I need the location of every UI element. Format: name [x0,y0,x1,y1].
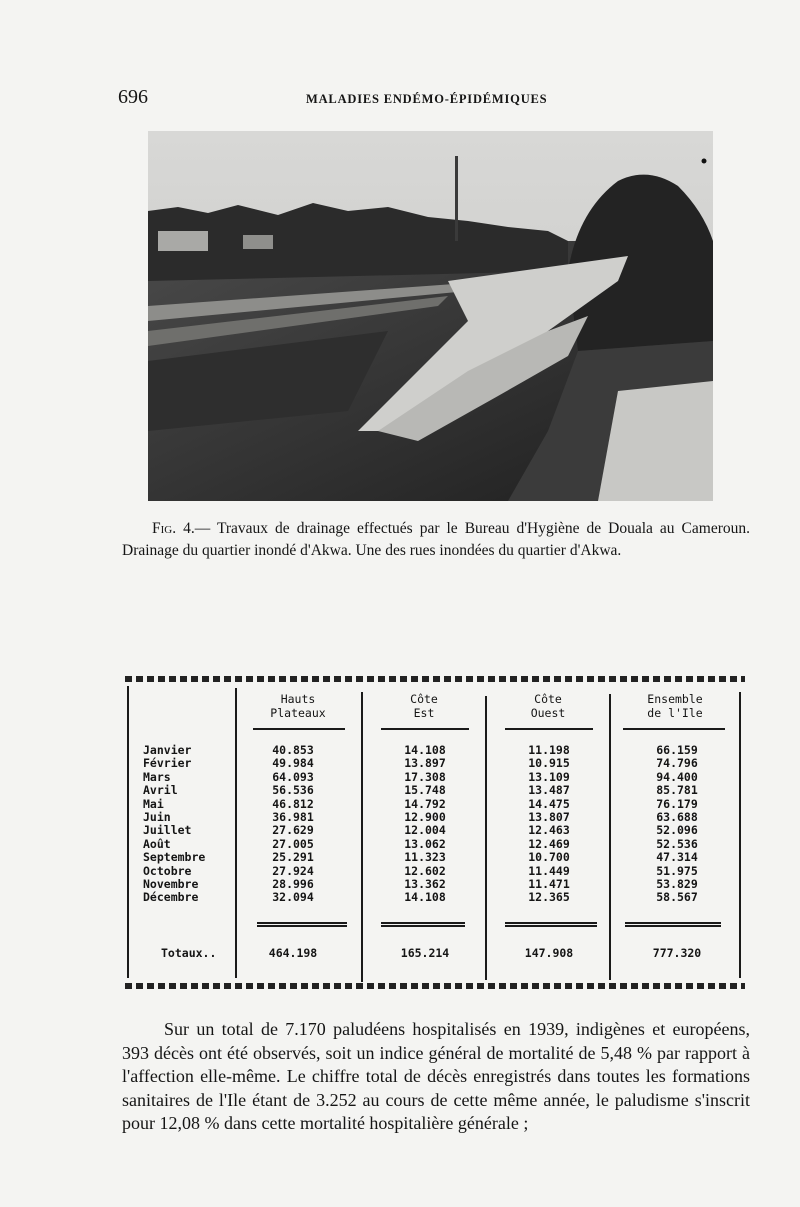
table-cell: 12.004 [404,823,446,838]
month-label: Mai [143,796,164,811]
table-cell: 14.108 [404,743,446,757]
table-cell: 13.807 [528,810,570,825]
month-label: Août [143,836,171,851]
table-cell: 14.792 [404,796,446,811]
table-cell: 36.981 [272,810,314,825]
table-cell: 11.198 [528,743,570,757]
table-cell: 10.700 [528,850,570,865]
figure-caption-text: — Travaux de drainage effectués par le Bureau d'Hygiène de Douala au Cameroun. Drainage du quartier inondé d'Akwa. Une des rues inondées du quartier d'Akwa. [122,520,750,559]
table-cell: 14.108 [404,890,446,905]
table-cell: 11.449 [528,863,570,878]
table-cell: 13.109 [528,769,570,784]
table-cell: 13.487 [528,783,570,798]
column-rule [609,694,611,980]
table-cell: 51.975 [656,863,698,878]
table-cell: 40.853 [272,743,314,757]
column-rule [235,688,237,978]
column-rule [485,696,487,980]
total-rule [381,922,465,927]
body-paragraph: Sur un total de 7.170 paludéens hospitalisés en 1939, indigènes et européens, 393 décès ont été observés, soit un indice général de mortalité de 5,48 % par rapport à l'affection elle-même. Le chiffre total de décès enregistrés dans toutes les formations sanitaires de l'Ile étant de 3.252 au cours de cette même année, le paludisme s'inscrit pour 12,08 % dans cette mortalité hospitalière générale ; [122,1019,750,1133]
table-top-border [125,676,745,682]
table-cell: 27.924 [272,863,314,878]
table-cell: 11.323 [404,850,446,865]
column-rule [361,692,363,982]
month-label: Octobre [143,863,192,878]
month-label: Novembre [143,877,199,892]
table-cell: 15.748 [404,783,446,798]
table-cell: 63.688 [656,810,698,825]
page-number: 696 [118,86,148,108]
table-cell: 12.602 [404,863,446,878]
table-cell: 66.159 [656,743,698,757]
totals-label: Totaux.. [161,946,217,960]
table-cell: 12.469 [528,836,570,851]
column-header-ensemble: Ensemble de l'Ile [647,692,703,720]
total-cote-ouest: 147.908 [524,946,574,960]
table-cell: 32.094 [272,890,314,905]
table-cell: 49.984 [272,756,314,771]
total-rule [257,922,347,927]
figure-label: Fig. 4. [152,520,195,537]
table-cell: 46.812 [272,796,314,811]
table-cell: 85.781 [656,783,698,798]
month-label: Mars [143,769,171,784]
month-label: Avril [143,783,178,798]
table-cell: 27.005 [272,836,314,851]
column-header-cote-ouest: Côte Ouest [530,692,566,720]
monthly-statistics-table [125,672,745,1002]
total-hauts-plateaux: 464.198 [268,946,318,960]
page-header [0,86,800,116]
table-cell: 27.629 [272,823,314,838]
table-cell: 13.062 [404,836,446,851]
month-column [143,744,205,905]
table-cell: 76.179 [656,796,698,811]
table-cell: 64.093 [272,769,314,784]
total-ensemble: 777.320 [652,946,702,960]
table-cell: 74.796 [656,756,698,771]
total-rule [625,922,721,927]
total-cote-est: 165.214 [400,946,450,960]
header-underline [623,728,725,730]
table-cell: 58.567 [656,890,698,905]
table-cell: 17.308 [404,769,446,784]
ensemble-values [625,744,729,905]
table-cell: 47.314 [656,850,698,865]
header-underline [253,728,345,730]
table-cell: 12.365 [528,890,570,905]
table-cell: 28.996 [272,877,314,892]
table-cell: 56.536 [272,783,314,798]
month-label: Juin [143,810,171,825]
drainage-photograph [148,131,713,501]
table-cell: 94.400 [656,769,698,784]
table-bottom-border [125,983,745,989]
column-header-hauts-plateaux: Hauts Plateaux [270,692,326,720]
running-title: MALADIES ENDÉMO-ÉPIDÉMIQUES [306,92,548,106]
table-cell: 10.915 [528,756,570,771]
photo-drawing [148,131,713,501]
column-rule [127,686,129,978]
column-rule [739,692,741,978]
month-label: Septembre [143,850,206,865]
header-underline [381,728,469,730]
table-cell: 12.463 [528,823,570,838]
cote-est-values [375,744,475,905]
table-cell: 12.900 [404,810,446,825]
table-cell: 53.829 [656,877,698,892]
month-label: Janvier [143,743,192,757]
month-label: Juillet [143,823,192,838]
table-cell: 13.897 [404,756,446,771]
cote-ouest-values [499,744,599,905]
table-cell: 11.471 [528,877,570,892]
table-cell: 52.096 [656,823,698,838]
header-underline [505,728,593,730]
table-cell: 52.536 [656,836,698,851]
table-cell: 13.362 [404,877,446,892]
table-cell: 14.475 [528,796,570,811]
total-rule [505,922,597,927]
column-header-cote-est: Côte Est [410,692,438,720]
hauts-plateaux-values [243,744,343,905]
figure-caption [122,518,750,562]
table-cell: 25.291 [272,850,314,865]
month-label: Février [143,756,192,771]
month-label: Décembre [143,890,199,905]
